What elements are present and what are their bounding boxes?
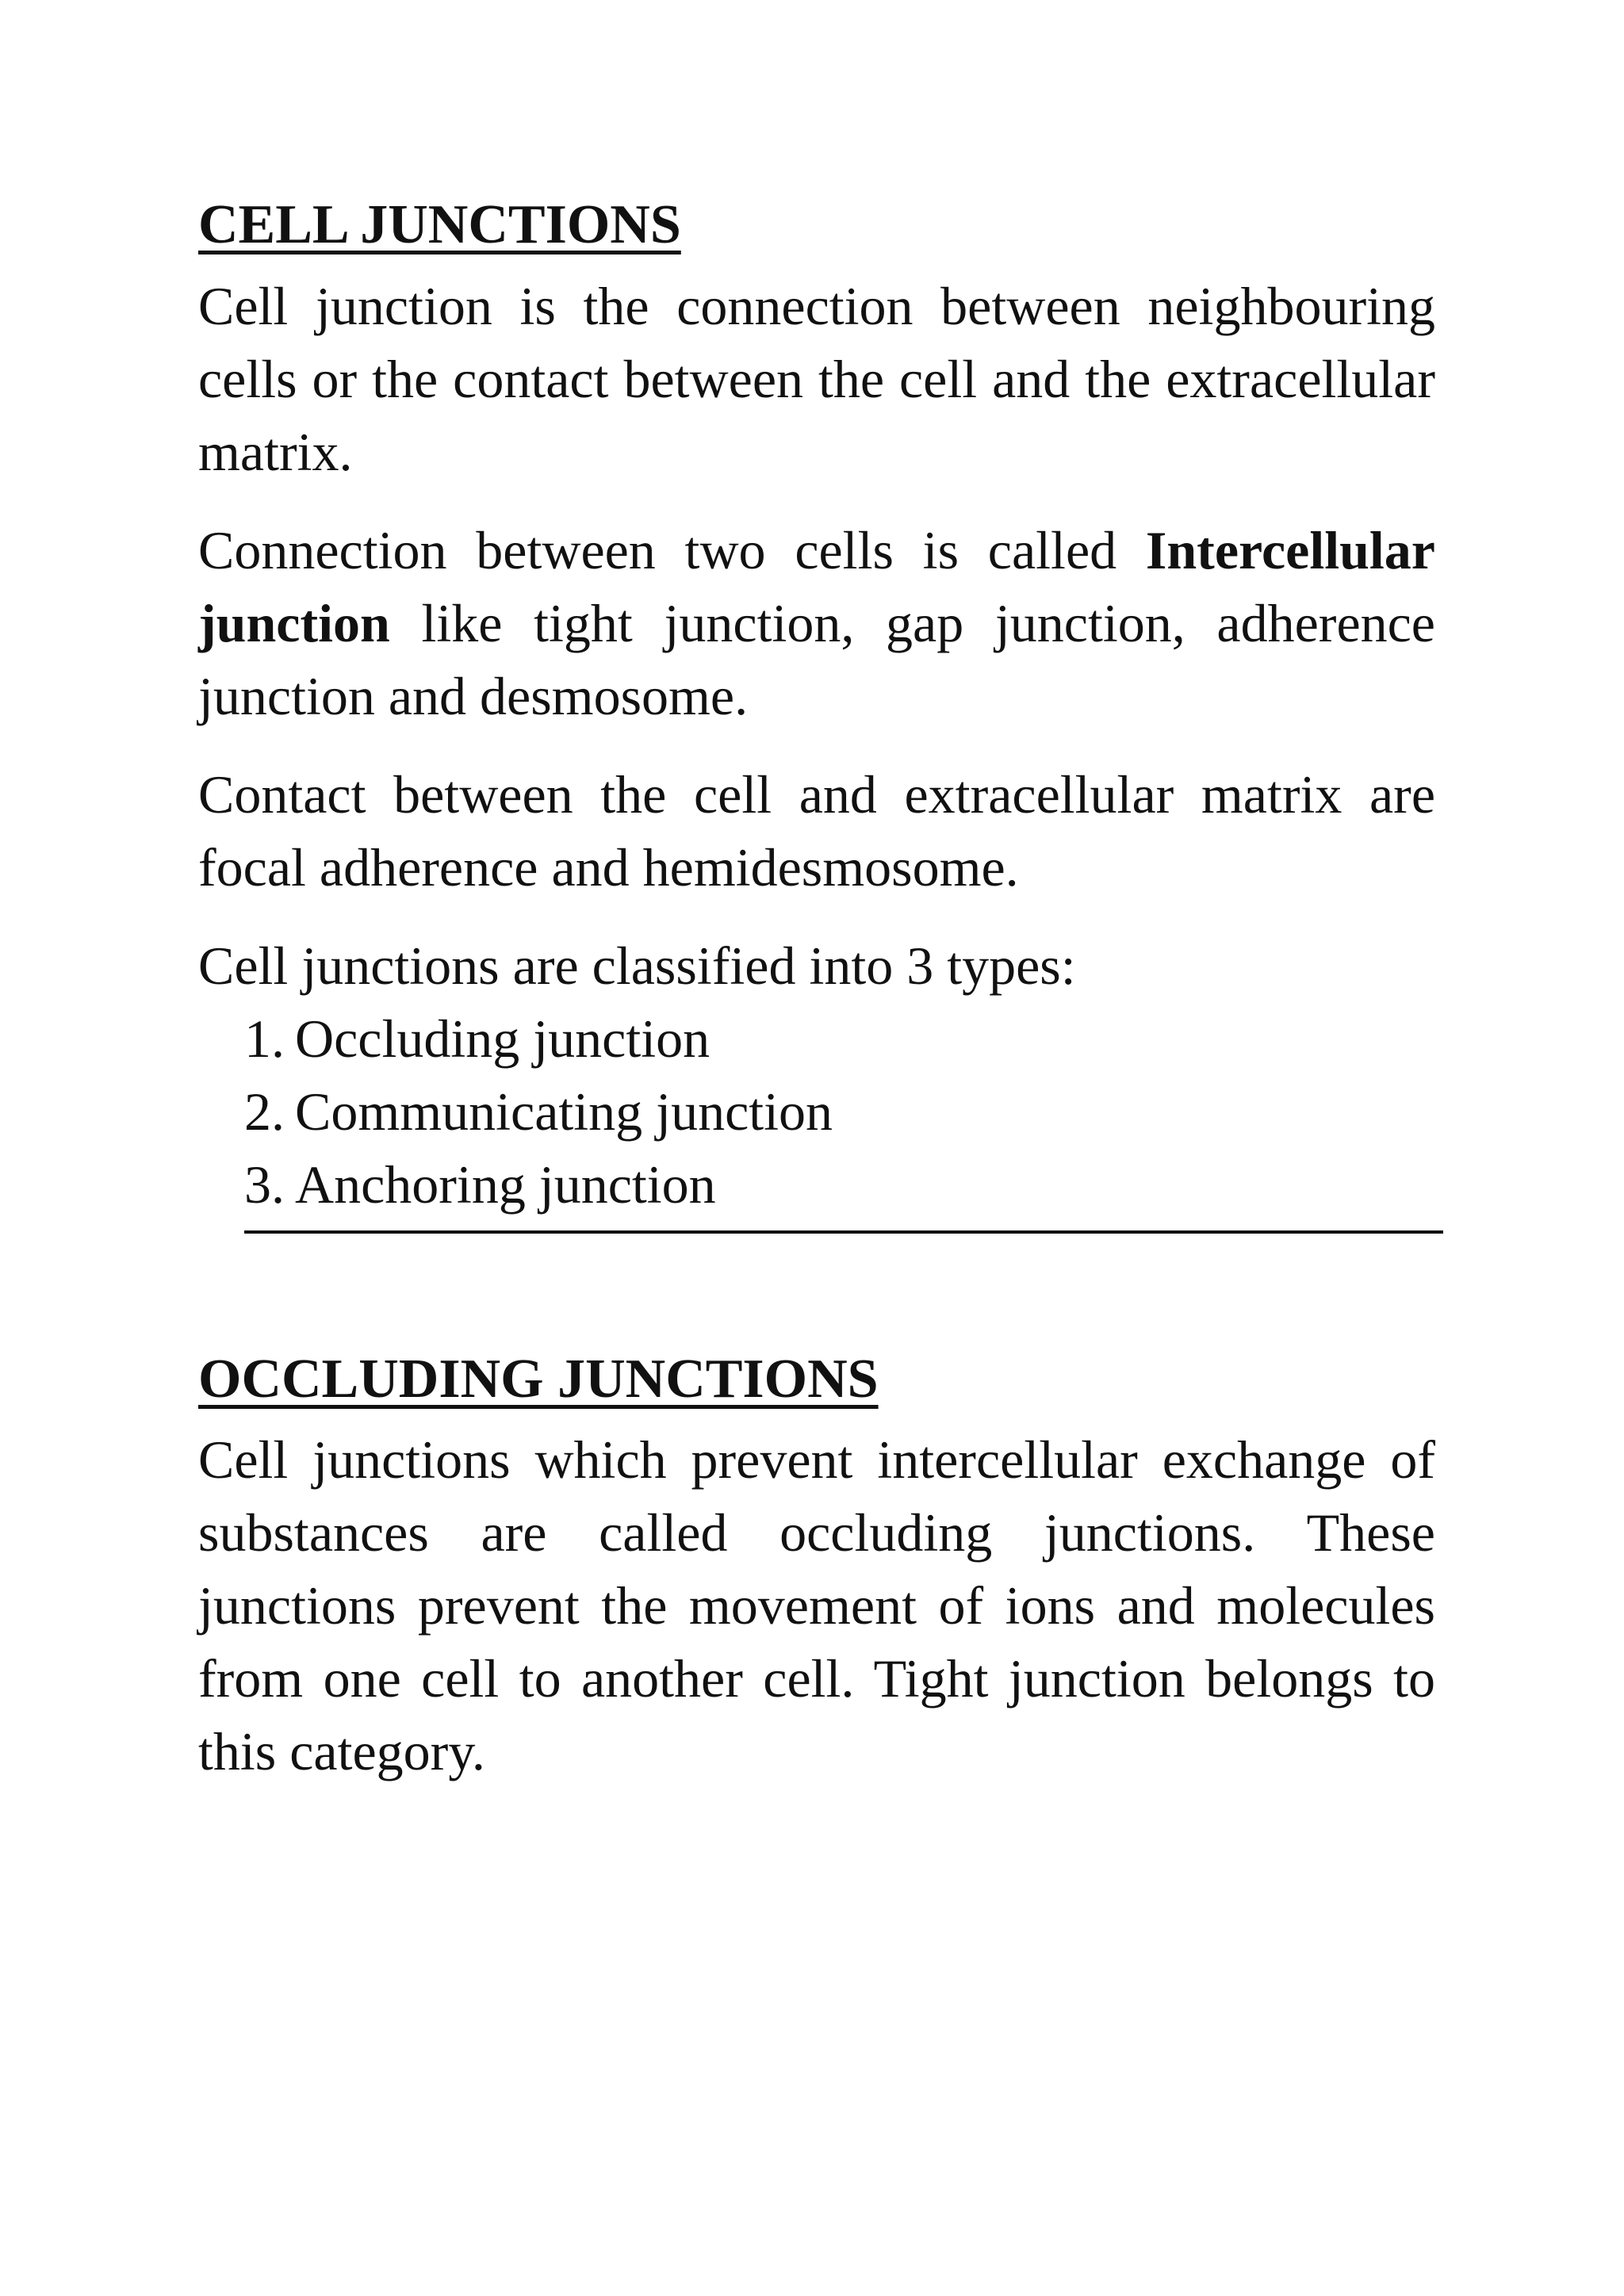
section-spacer (198, 1234, 1435, 1345)
section-heading-cell-junctions: CELL JUNCTIONS (198, 194, 681, 255)
list-item-text: Occluding junction (295, 1008, 710, 1069)
term-intercellular-junction: Intercellular junction (198, 519, 1435, 653)
paragraph-extracellular-contact: Contact between the cell and extracellular matrix are focal adherence and hemidesmosome. (198, 763, 1435, 897)
paragraph-definition: Cell junction is the connection between neighbouring cells or the contact between the cell and the extracellular matrix. (198, 275, 1435, 482)
paragraph-intercellular (198, 514, 1435, 733)
paragraph-intercellular-text-before: Connection between two cells is called (198, 519, 1146, 580)
section-heading-occluding-junctions: OCCLUDING JUNCTIONS (198, 1348, 879, 1410)
list-item-number: 3. (244, 1154, 285, 1215)
paragraph-occluding-definition: Cell junctions which prevent intercellular exchange of substances are called occluding junctions. These junctions prevent the movement of ions and molecules from one cell to another cell. Tight junction belongs to this category. (198, 1429, 1435, 1781)
paragraph-classification-intro: Cell junctions are classified into 3 types: (198, 935, 1076, 996)
list-item (244, 1075, 1435, 1148)
list-item-text: Anchoring junction (295, 1154, 716, 1215)
junction-types-list (244, 1002, 1435, 1221)
paragraph-intercellular-text-after: like tight junction, gap junction, adherence junction and desmosome. (198, 592, 1435, 726)
list-item (244, 1002, 1435, 1075)
list-item-text: Communicating junction (295, 1081, 833, 1142)
list-item (244, 1148, 1435, 1221)
list-item-number: 1. (244, 1008, 285, 1069)
list-item-number: 2. (244, 1081, 285, 1142)
document-page (198, 190, 1435, 1813)
